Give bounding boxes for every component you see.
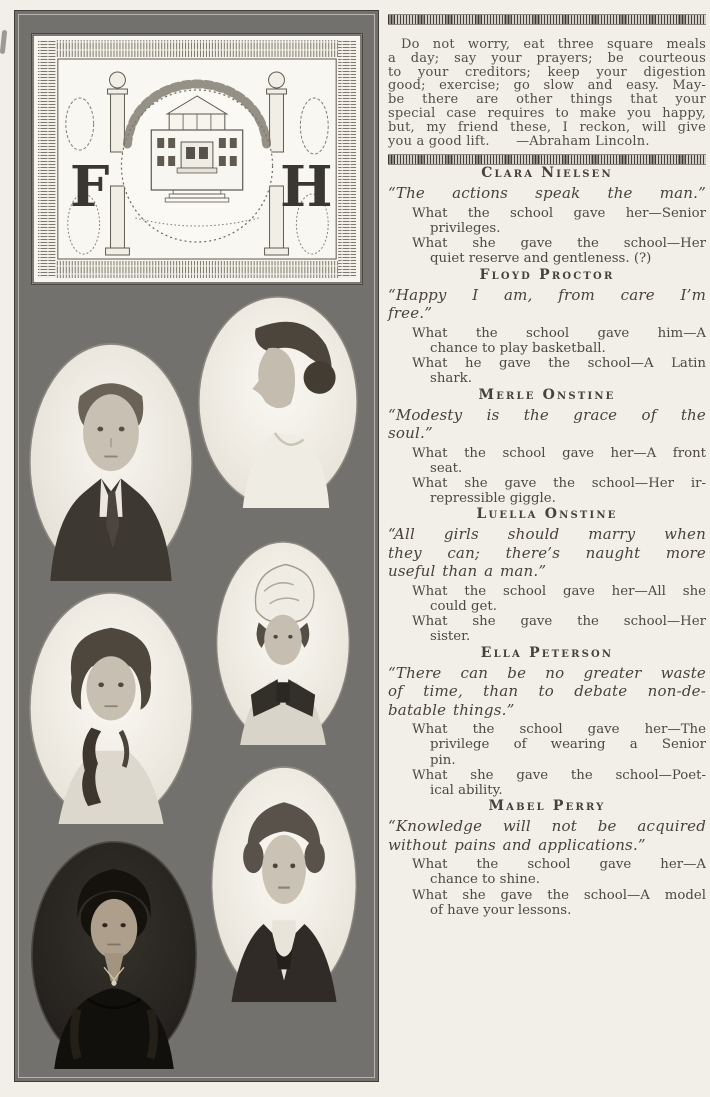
quote-line: they can; there’s naught more <box>388 543 706 562</box>
student-name-heading: Floyd Proctor <box>479 266 615 283</box>
gave-line: What she gave the school—A model <box>412 887 706 903</box>
quote-line: free.” <box>388 304 433 323</box>
student-quote <box>388 286 706 323</box>
hatch-band-bottom <box>38 261 356 278</box>
quote-line: without pains and applications.” <box>388 835 646 854</box>
gave-entry <box>388 722 706 768</box>
gave-line: privilege of wearing a Senior <box>430 737 706 753</box>
quote-line: “Happy I am, from care I’m <box>388 285 706 304</box>
gave-line: What the school gave her—All she <box>412 583 706 599</box>
school-emblem <box>31 33 363 285</box>
text-column <box>388 0 706 918</box>
lincoln-attribution-line: you a good lift. —Abraham Lincoln. <box>388 133 650 149</box>
student-section-floyd-proctor <box>388 267 706 387</box>
quote-line: “Modesty is the grace of the <box>388 405 706 424</box>
gave-line: What she gave the school—Her <box>412 236 706 252</box>
portrait-woman-profile <box>198 296 358 508</box>
gave-line: chance to shine. <box>430 872 540 888</box>
portrait-woman-dark-dress <box>31 841 197 1069</box>
scan-artifact <box>0 30 7 54</box>
student-quote <box>388 664 706 720</box>
gave-line: of have your lessons. <box>430 902 572 918</box>
student-quote <box>388 525 706 581</box>
quote-line: of time, than to debate non-de- <box>388 682 706 701</box>
quote-line: “The actions speak the man.” <box>388 184 706 203</box>
student-section-clara-nielsen <box>388 165 706 266</box>
student-name-heading: Ella Peterson <box>480 644 614 661</box>
gave-line: repressible giggle. <box>430 491 556 507</box>
gave-line: could get. <box>430 599 497 615</box>
gave-line: What he gave the school—A Latin <box>412 356 706 372</box>
hatch-band-left <box>38 40 56 278</box>
student-section-merle-onstine <box>388 387 706 507</box>
hatch-band-right <box>338 40 356 278</box>
quote-line: useful than a man.” <box>388 562 547 581</box>
student-name-heading: Mabel Perry <box>488 798 606 815</box>
gave-entry <box>388 206 706 236</box>
quote-line: batable things.” <box>388 700 515 719</box>
student-name-heading: Merle Onstine <box>478 386 616 403</box>
gave-line: quiet reserve and gentleness. (?) <box>430 251 652 267</box>
lincoln-line: to your creditors; keep your digestion <box>388 64 706 80</box>
emblem-letter-h: H <box>280 154 333 221</box>
gave-entry <box>388 236 706 266</box>
gave-line: What the school gave her—A <box>412 857 706 873</box>
gave-line: What she gave the school—Poet- <box>412 767 706 783</box>
gave-line: sister. <box>430 629 471 645</box>
gave-line: seat. <box>430 460 463 476</box>
gave-line: chance to play basketball. <box>430 340 606 356</box>
gave-entry <box>388 857 706 887</box>
student-section-ella-peterson <box>388 645 706 799</box>
portrait-woman-sailor-collar <box>211 766 357 1002</box>
gave-line: shark. <box>430 371 472 387</box>
emblem-letter-f: F <box>69 154 110 221</box>
gave-line: pin. <box>430 752 456 768</box>
ornamental-rule-top <box>388 14 706 25</box>
gave-entry <box>388 584 706 614</box>
class-photos-panel <box>14 10 379 1082</box>
gave-entry <box>388 326 706 356</box>
quote-line: soul.” <box>388 424 433 442</box>
portrait-woman-white-hat <box>216 541 350 745</box>
school-emblem-drawing <box>32 34 362 284</box>
quote-line: “Knowledge will not be acquired <box>388 817 706 836</box>
student-name-heading: Clara Nielsen <box>481 165 613 182</box>
lincoln-quote <box>388 38 706 148</box>
lincoln-line: a day; say your prayers; be courteous <box>388 50 706 66</box>
lincoln-line: good; exercise; go slow and easy. May- <box>388 78 706 94</box>
student-name-heading: Luella Onstine <box>476 506 618 523</box>
gave-line: What the school gave him—A <box>412 325 706 341</box>
quote-line: “All girls should marry when <box>388 525 706 544</box>
gave-line: ical ability. <box>430 782 503 798</box>
quote-line: “There can be no greater waste <box>388 663 706 682</box>
gave-line: What she gave the school—Her <box>412 614 706 630</box>
gave-entry <box>388 356 706 386</box>
portrait-woman-bobbed-hair <box>29 592 193 824</box>
gave-line: What she gave the school—Her ir- <box>412 475 706 491</box>
hatch-band-top <box>38 40 356 57</box>
lincoln-line: but, my friend these, I reckon, will give <box>388 119 706 135</box>
lincoln-line: special case requires to make you happy, <box>388 105 706 121</box>
student-quote <box>388 406 706 443</box>
gave-line: What the school gave her—Senior <box>412 205 706 221</box>
gave-entry <box>388 888 706 918</box>
lincoln-line: Do not worry, eat three square meals <box>401 37 706 52</box>
gave-entry <box>388 768 706 798</box>
gave-line: What the school gave her—A front <box>412 445 706 461</box>
gave-line: privileges. <box>430 221 501 237</box>
gave-entry <box>388 446 706 476</box>
lincoln-line: be there are other things that your <box>388 92 706 108</box>
ornamental-rule-bottom <box>388 154 706 165</box>
student-section-luella-onstine <box>388 506 706 644</box>
student-quote <box>388 184 706 203</box>
portrait-young-man-suit <box>29 343 193 581</box>
gave-line: What the school gave her—The <box>412 722 706 738</box>
student-section-mabel-perry <box>388 798 706 918</box>
student-quote <box>388 817 706 854</box>
gave-entry <box>388 476 706 506</box>
gave-entry <box>388 614 706 644</box>
